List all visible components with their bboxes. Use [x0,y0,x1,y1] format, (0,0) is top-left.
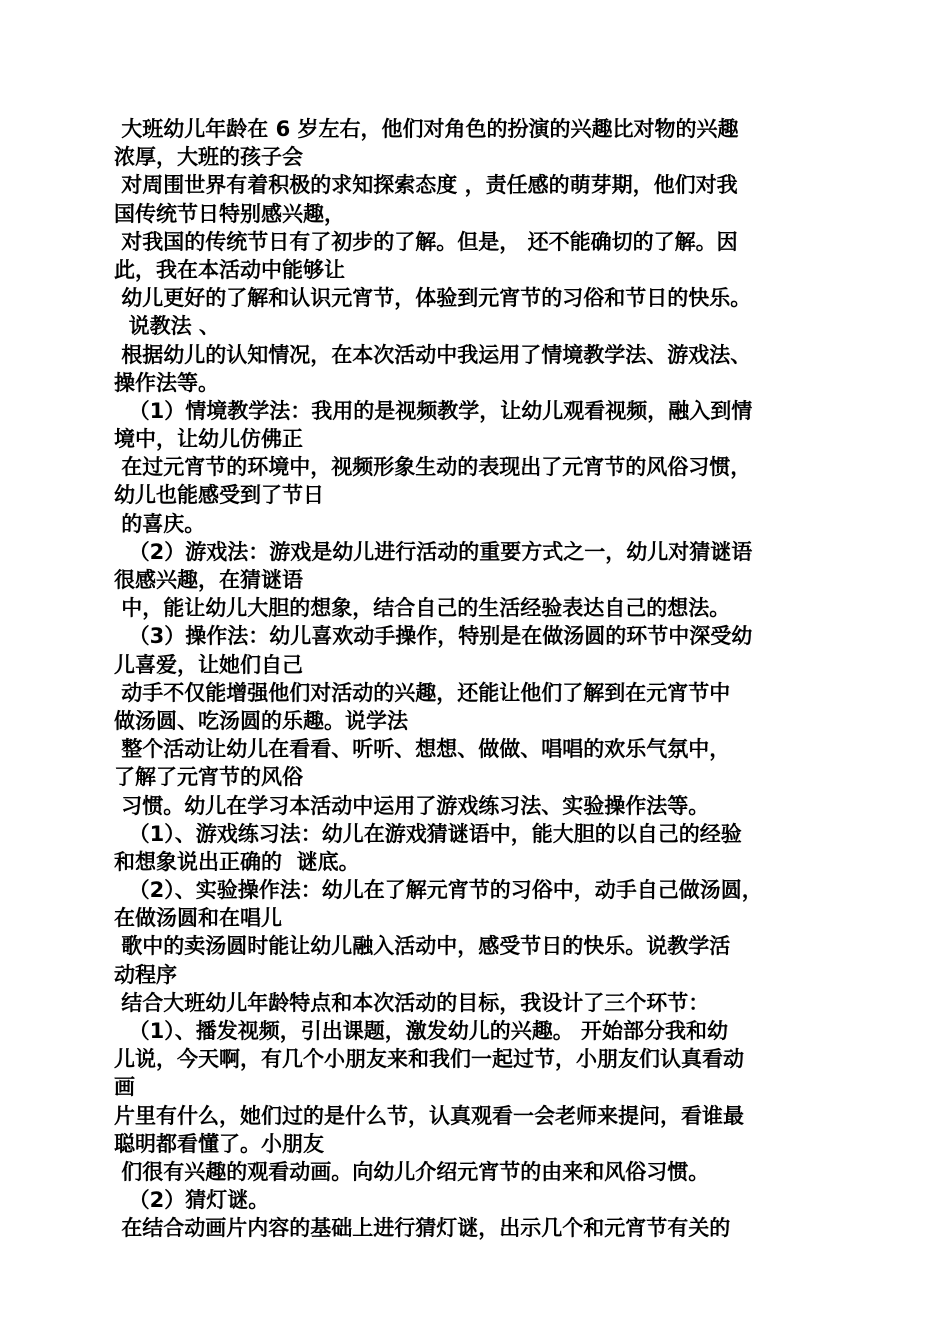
text-line: 们很有兴趣的观看动画。向幼儿介绍元宵节的由来和风俗习惯。 [114,1159,710,1184]
text-line: 大班幼儿年龄在 6 岁左右，他们对角色的扮演的兴趣比对物的兴趣 [114,117,739,141]
text-line: 儿喜爱，让她们自己 [114,652,303,677]
text-line: 操作法等。 [114,370,219,395]
text-line: 幼儿也能感受到了节日 [114,483,324,508]
text-line: 根据幼儿的认知情况，在本次活动中我运用了情境教学法、游戏法、 [114,342,752,367]
text-line: 结合大班幼儿年龄特点和本次活动的目标，我设计了三个环节： [114,990,710,1015]
text-line: 在过元宵节的环境中，视频形象生动的表现出了元宵节的风俗习惯， [114,455,752,480]
text-line: 整个活动让幼儿在看看、听听、想想、做做、唱唱的欢乐气氛中， [114,737,731,762]
text-line: 对周围世界有着积极的求知探索态度 ，责任感的萌芽期，他们对我 [114,173,738,198]
text-line: 的喜庆。 [114,511,206,536]
text-line: （2）、实验操作法：幼儿在了解元宵节的习俗中，动手自己做汤圆， [114,878,763,903]
text-line: 歌中的卖汤圆时能让幼儿融入活动中，感受节日的快乐。说教学活 [114,934,731,959]
text-line: 画 [114,1075,135,1100]
text-line: 境中，让幼儿仿佛正 [114,427,303,452]
section-heading: 说教法 、 [114,314,220,339]
text-line: 动手不仅能增强他们对活动的兴趣，还能让他们了解到在元宵节中 [114,680,731,705]
text-line: 聪明都看懂了。小朋友 [114,1131,324,1156]
text-line: 片里有什么，她们过的是什么节，认真观看一会老师来提问，看谁最 [114,1103,744,1128]
text-line: （1）、游戏练习法：幼儿在游戏猜谜语中，能大胆的以自己的经验 [114,821,742,846]
text-line: 对我国的传统节日有了初步的了解。但是， 还不能确切的了解。因 [114,229,738,254]
text-line: （3）操作法：幼儿喜欢动手操作，特别是在做汤圆的环节中深受幼 [114,624,753,649]
text-line: 在做汤圆和在唱儿 [114,906,282,931]
document-body [114,115,844,1243]
text-line: 浓厚，大班的孩子会 [114,145,303,170]
text-line: （1）情境教学法：我用的是视频教学，让幼儿观看视频，融入到情 [114,398,753,423]
text-line: 儿说，今天啊，有几个小朋友来和我们一起过节，小朋友们认真看动 [114,1047,744,1072]
text-line: 很感兴趣，在猜谜语 [114,568,303,592]
text-line: 幼儿更好的了解和认识元宵节，体验到元宵节的习俗和节日的快乐。 [114,286,752,311]
text-line: （2）猜灯谜。 [114,1188,270,1213]
text-line: 国传统节日特别感兴趣， [114,201,345,226]
text-line: 做汤圆、吃汤圆的乐趣。说学法 [114,708,408,733]
text-line: 此，我在本活动中能够让 [114,257,345,282]
text-line: 和想象说出正确的 谜底。 [114,849,360,874]
text-line: （2）游戏法：游戏是幼儿进行活动的重要方式之一，幼儿对猜谜语 [114,539,753,564]
text-line: 了解了元宵节的风俗 [114,765,303,790]
text-line: 在结合动画片内容的基础上进行猜灯谜，出示几个和元宵节有关的 [114,1216,731,1241]
text-line: 习惯。幼儿在学习本活动中运用了游戏练习法、实验操作法等。 [114,793,710,818]
text-line: （1）、播发视频，引出课题，激发幼儿的兴趣。 开始部分我和幼 [114,1019,729,1043]
text-line: 中，能让幼儿大胆的想象，结合自己的生活经验表达自己的想法。 [114,596,731,621]
text-line: 动程序 [114,962,177,987]
